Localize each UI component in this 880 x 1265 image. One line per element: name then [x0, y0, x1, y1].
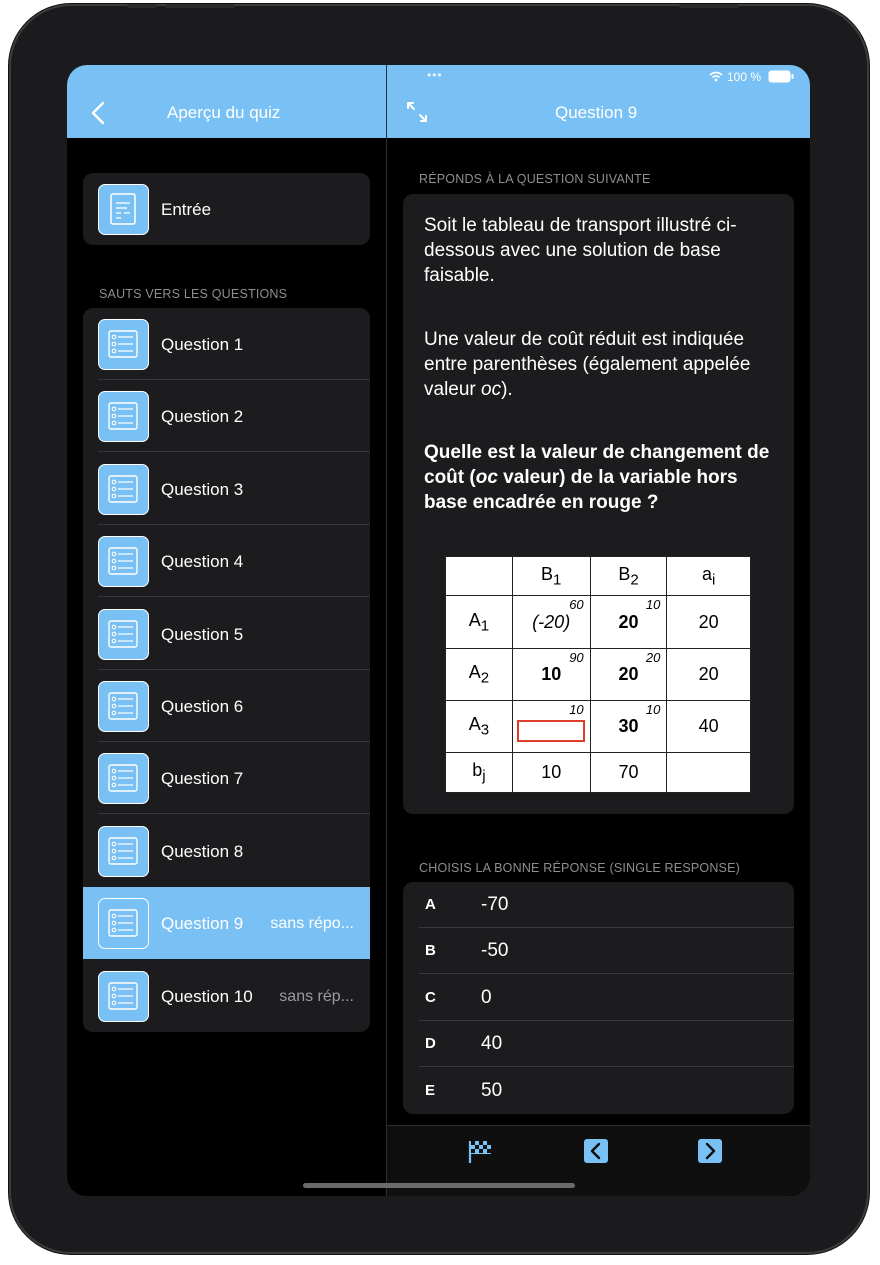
col-header-b1: $B_1$ [512, 557, 590, 596]
battery-icon [768, 70, 794, 83]
answer-list [403, 882, 794, 1114]
question-item-label: Question 2 [161, 407, 244, 427]
answer-text: 40 [481, 1033, 503, 1055]
table-corner-cell [446, 557, 513, 596]
cell-a3-b1: 10 [512, 701, 590, 753]
answer-text: 0 [481, 986, 492, 1008]
entry-label: Entrée [161, 200, 212, 219]
question-item-label: Question 8 [161, 841, 244, 861]
answer-letter: A [425, 896, 436, 913]
question-item-label: Question 6 [161, 697, 244, 716]
entry-item[interactable] [83, 173, 370, 245]
question-card [403, 194, 794, 814]
answer-option[interactable] [403, 1068, 794, 1114]
question-item-label: Question 7 [161, 769, 244, 789]
question-item[interactable] [83, 308, 370, 380]
checklist-icon [98, 753, 149, 804]
cell-a1-b2: 10 20 [590, 596, 667, 649]
answer-text: 50 [481, 1079, 503, 1101]
question-item-status: sans rép... [279, 987, 354, 1005]
detail-title: Question 9 [555, 103, 638, 122]
cell-a2-b2: 20 20 [590, 649, 667, 701]
question-prompt: Quelle est la valeur de changement de coût (oc valeur) de la variable hors base encadrée en rouge ? [424, 442, 770, 513]
supply-a3: 40 [667, 701, 751, 753]
checklist-icon [98, 826, 149, 877]
multitasking-dots[interactable]: ••• [427, 68, 443, 82]
checklist-icon [98, 391, 149, 442]
question-paragraph-1: Soit le tableau de transport illustré ci-dessous avec une solution de base faisable. [424, 215, 737, 286]
question-item-label: Question 9 [161, 914, 244, 934]
answer-option[interactable] [403, 882, 794, 928]
sidebar-title: Aperçu du quiz [167, 103, 281, 122]
answer-letter: D [425, 1035, 436, 1053]
document-icon [98, 184, 149, 235]
question-item[interactable] [83, 815, 370, 887]
expand-arrows-icon[interactable] [406, 101, 428, 123]
row-header-a3: $A_3$ [446, 701, 513, 753]
question-item-label: Question 1 [161, 335, 244, 354]
supply-a2: 20 [667, 649, 751, 701]
highlighted-variable-box [517, 720, 585, 742]
checklist-icon [98, 464, 149, 515]
question-item[interactable] [83, 670, 370, 742]
answer-option[interactable] [403, 975, 794, 1021]
screen [67, 65, 810, 1196]
answer-letter: C [425, 988, 436, 1006]
checklist-icon [98, 898, 149, 949]
answer-option[interactable] [403, 928, 794, 974]
col-header-supply: $a_i$ [667, 557, 751, 596]
transport-table [445, 556, 751, 792]
answers-header: CHOISIS LA BONNE RÉPONSE (SINGLE RESPONSE) [419, 861, 740, 875]
row-header-demand: $b_j$ [446, 753, 513, 793]
battery-percent: 100 % [727, 70, 762, 84]
supply-a1: 20 [667, 596, 751, 649]
detail-pane [387, 65, 810, 1196]
answer-text: -50 [481, 940, 509, 962]
checklist-icon [98, 319, 149, 370]
row-header-a1: $A_1$ [446, 596, 513, 649]
demand-empty [667, 753, 751, 793]
answer-text: -70 [481, 894, 509, 915]
question-list [83, 308, 370, 1032]
checklist-icon [98, 536, 149, 587]
sidebar-navbar [67, 65, 386, 138]
row-header-a2: $A_2$ [446, 649, 513, 701]
checklist-icon [98, 609, 149, 660]
checklist-icon [98, 971, 149, 1022]
question-item-label: Question 5 [161, 624, 244, 644]
hardware-button [679, 4, 739, 8]
prompt-header: RÉPONDS À LA QUESTION SUIVANTE [419, 172, 651, 186]
checkered-flag-icon[interactable] [467, 1138, 493, 1164]
cell-a3-b2: 10 30 [590, 701, 667, 753]
cell-a1-b1: 60 (-20) [512, 596, 590, 649]
question-item[interactable] [83, 742, 370, 814]
chevron-right-square-icon[interactable] [697, 1138, 723, 1164]
question-item[interactable] [83, 380, 370, 452]
question-item[interactable] [83, 960, 370, 1032]
cell-a2-b1: 90 10 [512, 649, 590, 701]
question-item-label: Question 3 [161, 479, 244, 499]
chevron-left-square-icon[interactable] [583, 1138, 609, 1164]
question-item-label: Question 4 [161, 552, 244, 572]
jump-section-header: SAUTS VERS LES QUESTIONS [99, 287, 288, 301]
answer-option[interactable] [403, 1021, 794, 1067]
question-item[interactable] [83, 598, 370, 670]
answer-letter: E [425, 1081, 436, 1099]
question-item[interactable] [83, 887, 370, 959]
question-item[interactable] [83, 453, 370, 525]
hardware-button [165, 4, 235, 8]
detail-navbar [387, 65, 810, 138]
col-header-b2: $B_2$ [590, 557, 667, 596]
question-item-status: sans répo... [270, 915, 354, 933]
chevron-left-icon[interactable] [89, 101, 109, 125]
question-item-label: Question 10 [161, 986, 253, 1006]
home-indicator[interactable] [303, 1183, 575, 1188]
demand-b2: 70 [590, 753, 667, 793]
checklist-icon [98, 681, 149, 732]
question-paragraph-2: Une valeur de coût réduit est indiquée entre parenthèses (également appelée valeur oc). [424, 329, 751, 400]
hardware-button [127, 4, 157, 8]
sidebar-pane [67, 65, 386, 1196]
wifi-icon [709, 71, 723, 82]
demand-b1: 10 [512, 753, 590, 793]
answer-letter: B [425, 942, 436, 960]
question-item[interactable] [83, 525, 370, 597]
